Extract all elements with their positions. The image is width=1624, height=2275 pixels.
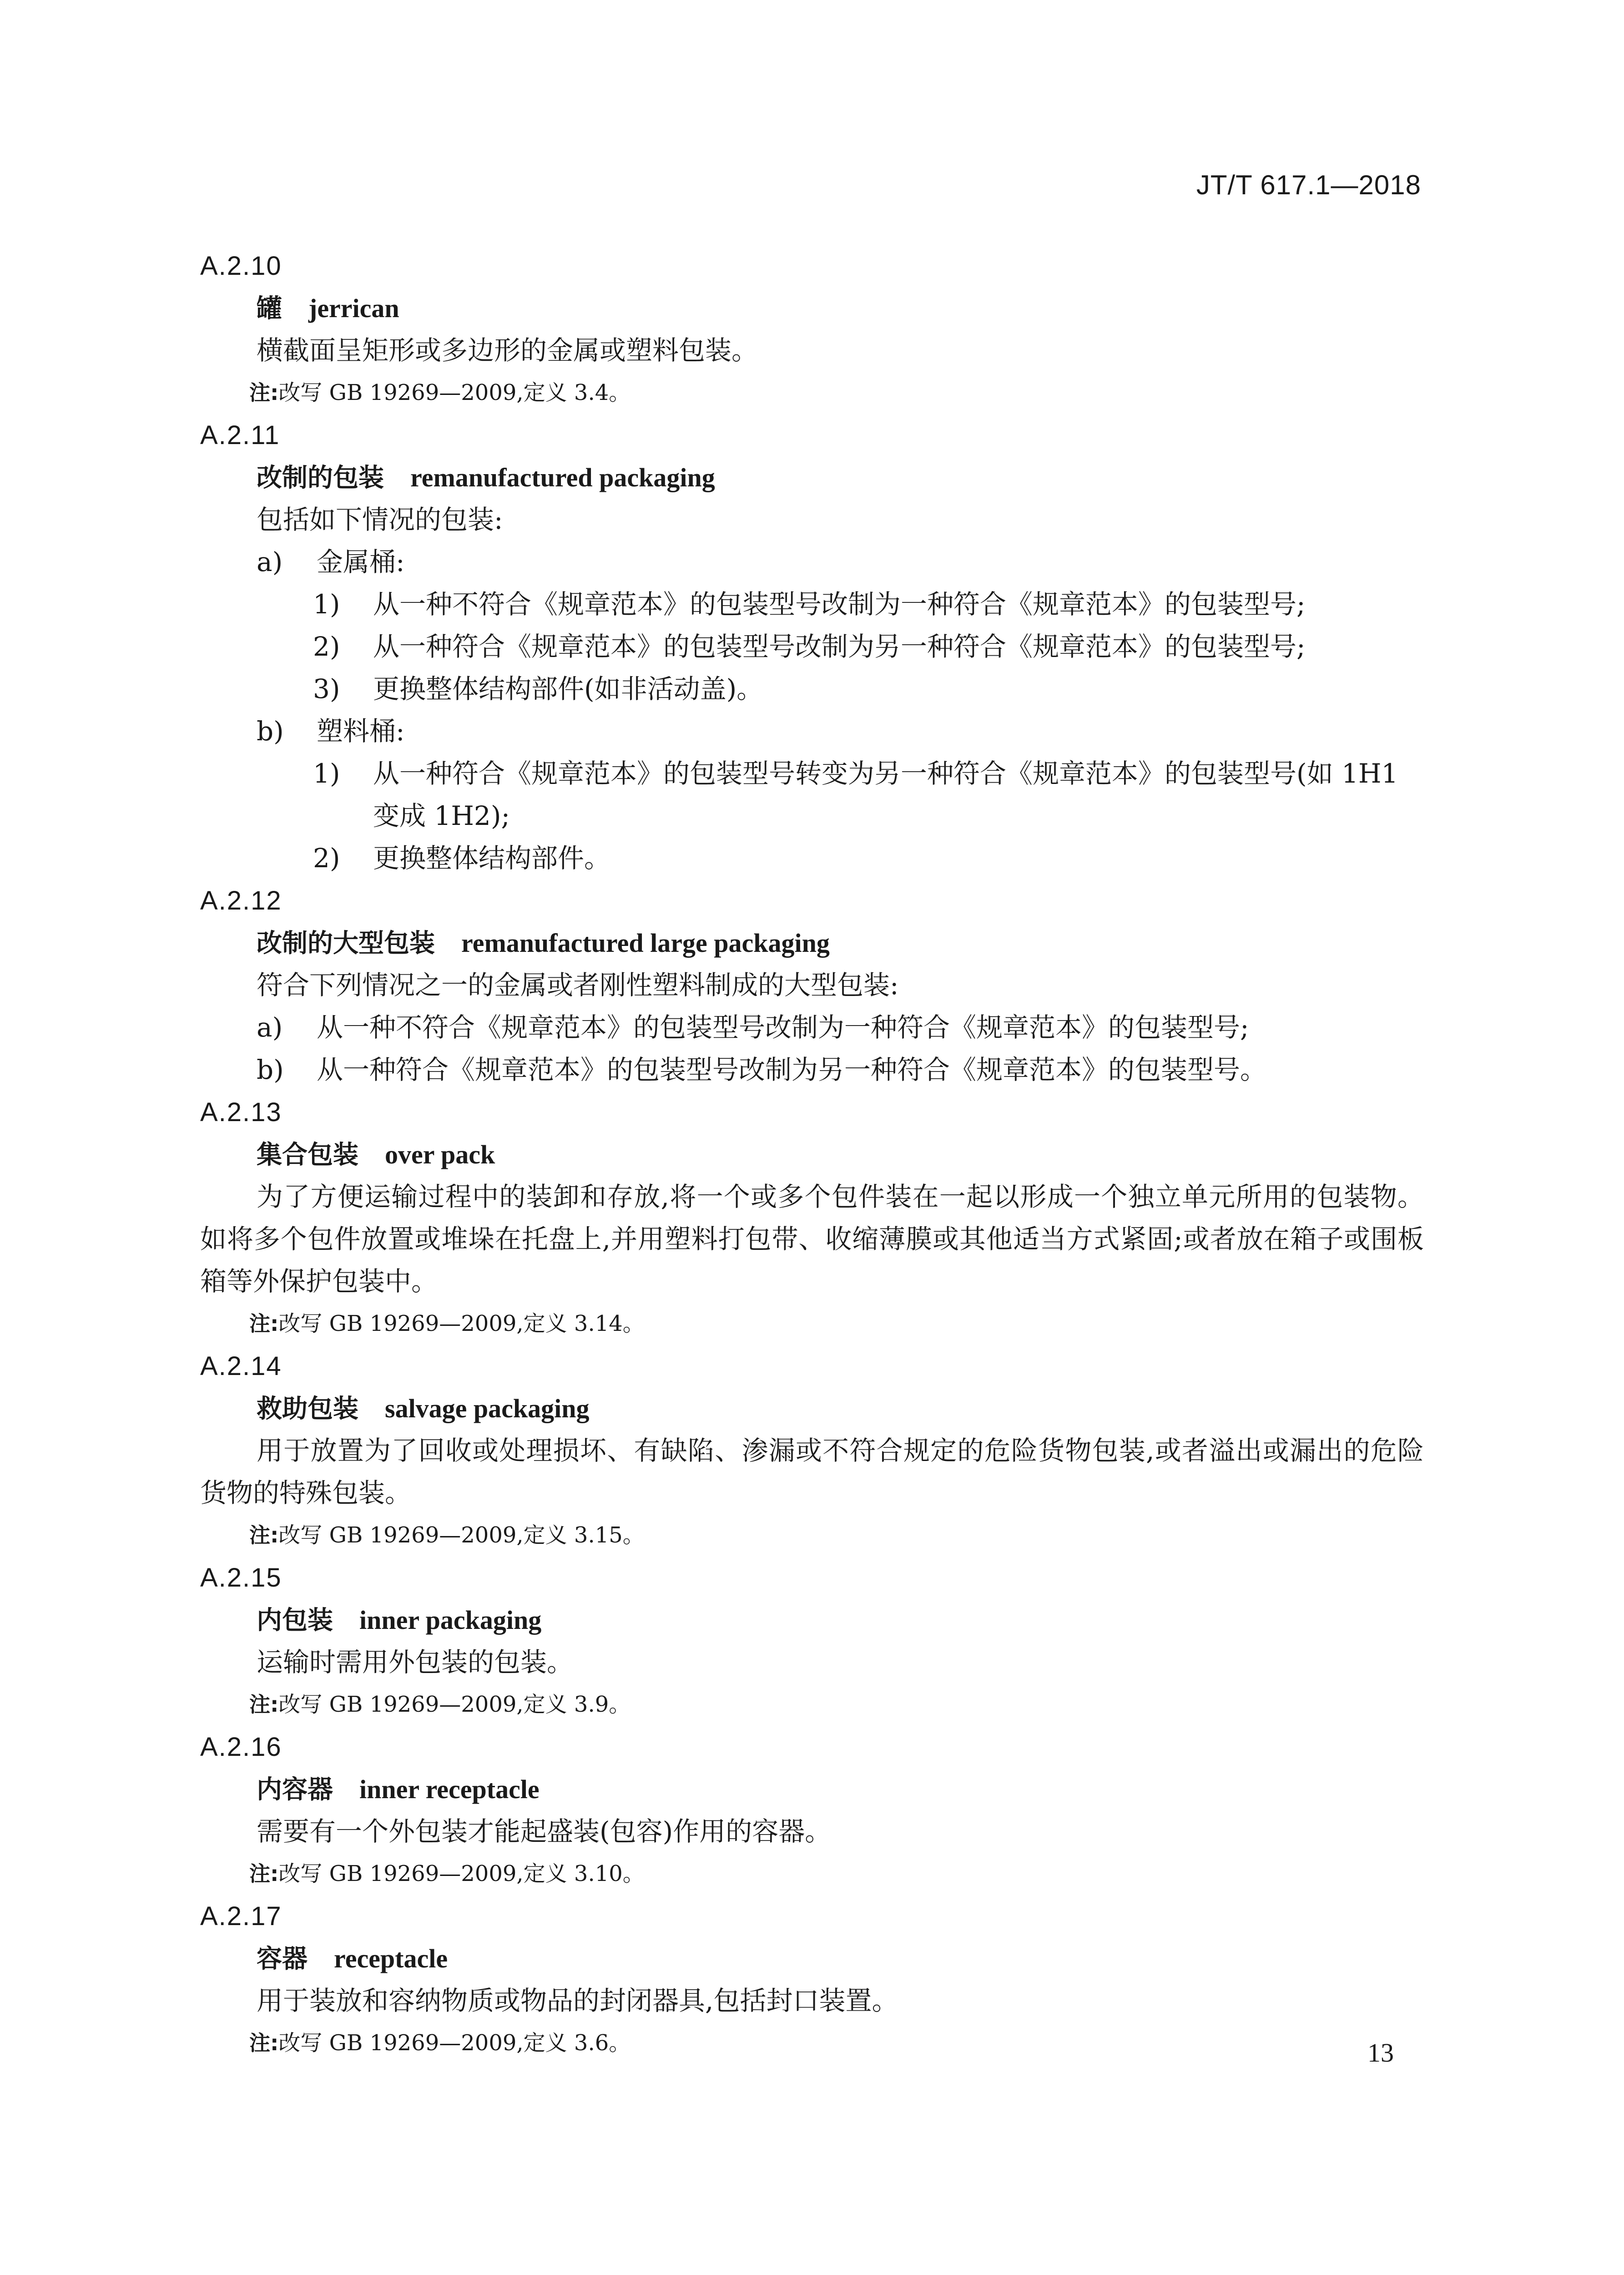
note xyxy=(200,1303,1424,1345)
term-en: remanufactured large packaging xyxy=(461,928,830,958)
term-heading xyxy=(200,456,1424,499)
term-heading xyxy=(200,1937,1424,1980)
term-cn: 改制的包装 xyxy=(257,463,384,493)
list-item xyxy=(200,710,1424,753)
list-marker: a) xyxy=(257,546,283,577)
note xyxy=(200,372,1424,414)
term-heading xyxy=(200,922,1424,964)
note xyxy=(200,1684,1424,1726)
term-en: remanufactured packaging xyxy=(410,463,715,492)
document-body xyxy=(200,245,1424,2064)
sub-list-item xyxy=(200,583,1424,626)
sub-list-item xyxy=(200,626,1424,668)
list-text: 金属桶: xyxy=(317,546,405,577)
list-item xyxy=(200,541,1424,583)
list-text: 从一种符合《规章范本》的包装型号改制为另一种符合《规章范本》的包装型号。 xyxy=(317,1054,1267,1085)
list-marker: 1) xyxy=(313,589,340,620)
note-text: 改写 GB 19269—2009,定义 3.14。 xyxy=(278,1311,645,1336)
term-heading xyxy=(200,1133,1424,1176)
list-marker: 3) xyxy=(313,673,340,704)
list-text: 从一种符合《规章范本》的包装型号改制为另一种符合《规章范本》的包装型号; xyxy=(373,631,1306,662)
term-heading xyxy=(200,1599,1424,1641)
list-marker: a) xyxy=(257,1012,283,1043)
term-definition: 用于装放和容纳物质或物品的封闭器具,包括封口装置。 xyxy=(257,1985,898,2016)
clause-number: A.2.14 xyxy=(200,1351,282,1381)
term-en: jerrican xyxy=(308,293,399,323)
note-label: 注: xyxy=(249,1311,279,1336)
term-en: inner packaging xyxy=(359,1605,542,1635)
standard-code: JT/T 617.1—2018 xyxy=(1196,170,1421,200)
term-definition: 包括如下情况的包装: xyxy=(257,504,503,535)
clause-number: A.2.12 xyxy=(200,886,282,915)
list-marker: 2) xyxy=(313,631,340,662)
term-en: over pack xyxy=(385,1140,495,1169)
note-text: 改写 GB 19269—2009,定义 3.4。 xyxy=(278,380,631,405)
term-definition: 用于放置为了回收或处理损坏、有缺陷、渗漏或不符合规定的危险货物包装,或者溢出或漏出的危险货物的特殊包装。 xyxy=(200,1435,1424,1508)
note xyxy=(200,1853,1424,1895)
clause-number: A.2.11 xyxy=(200,420,280,450)
note-label: 注: xyxy=(249,1861,279,1886)
term-heading xyxy=(200,287,1424,329)
list-marker: 2) xyxy=(313,843,340,874)
term-cn: 集合包装 xyxy=(257,1140,358,1170)
sub-list-item xyxy=(200,837,1424,880)
term-en: receptacle xyxy=(334,1944,448,1973)
term-cn: 罐 xyxy=(257,294,282,324)
term-definition: 为了方便运输过程中的装卸和存放,将一个或多个包件装在一起以形成一个独立单元所用的包装物。如将多个包件放置或堆垛在托盘上,并用塑料打包带、收缩薄膜或其他适当方式紧固;或者放在箱子或围板箱等外保护包装中。 xyxy=(200,1181,1424,1297)
term-definition: 需要有一个外包装才能起盛装(包容)作用的容器。 xyxy=(257,1816,832,1847)
note-text: 改写 GB 19269—2009,定义 3.10。 xyxy=(278,1861,645,1886)
note-label: 注: xyxy=(249,1692,279,1717)
list-marker: b) xyxy=(257,716,284,747)
list-text: 更换整体结构部件(如非活动盖)。 xyxy=(373,673,763,704)
clause-number: A.2.16 xyxy=(200,1732,282,1762)
term-cn: 内包装 xyxy=(257,1606,333,1635)
list-text: 更换整体结构部件。 xyxy=(373,843,611,874)
term-definition: 运输时需用外包装的包装。 xyxy=(257,1647,574,1678)
term-cn: 改制的大型包装 xyxy=(257,929,435,958)
term-en: inner receptacle xyxy=(359,1774,540,1804)
sub-list-item xyxy=(200,668,1424,710)
list-text: 塑料桶: xyxy=(317,716,405,747)
list-marker: 1) xyxy=(313,758,340,789)
page-number: 13 xyxy=(1367,2038,1394,2068)
list-text: 从一种符合《规章范本》的包装型号转变为另一种符合《规章范本》的包装型号(如 1H1 变成 1H2); xyxy=(373,758,1398,831)
note-text: 改写 GB 19269—2009,定义 3.9。 xyxy=(278,1692,631,1717)
term-heading xyxy=(200,1768,1424,1810)
sub-list-item xyxy=(200,753,1424,837)
term-cn: 内容器 xyxy=(257,1775,333,1805)
term-cn: 救助包装 xyxy=(257,1394,358,1424)
term-cn: 容器 xyxy=(257,1944,308,1974)
term-heading xyxy=(200,1387,1424,1430)
clause-number: A.2.17 xyxy=(200,1901,282,1931)
clause-number: A.2.13 xyxy=(200,1097,282,1127)
list-text: 从一种不符合《规章范本》的包装型号改制为一种符合《规章范本》的包装型号; xyxy=(373,589,1306,620)
note-label: 注: xyxy=(249,2031,279,2055)
note-label: 注: xyxy=(249,380,279,405)
clause-number: A.2.15 xyxy=(200,1563,282,1592)
note-text: 改写 GB 19269—2009,定义 3.15。 xyxy=(278,1522,645,1548)
note xyxy=(200,2022,1424,2064)
list-item xyxy=(200,1006,1424,1049)
term-definition: 符合下列情况之一的金属或者刚性塑料制成的大型包装: xyxy=(257,970,899,1001)
clause-number: A.2.10 xyxy=(200,251,282,281)
note-text: 改写 GB 19269—2009,定义 3.6。 xyxy=(278,2030,631,2056)
term-en: salvage packaging xyxy=(385,1394,590,1423)
term-definition: 横截面呈矩形或多边形的金属或塑料包装。 xyxy=(257,335,758,366)
list-marker: b) xyxy=(257,1054,284,1085)
list-text: 从一种不符合《规章范本》的包装型号改制为一种符合《规章范本》的包装型号; xyxy=(317,1012,1249,1043)
note xyxy=(200,1514,1424,1557)
list-item xyxy=(200,1049,1424,1091)
note-label: 注: xyxy=(249,1523,279,1547)
